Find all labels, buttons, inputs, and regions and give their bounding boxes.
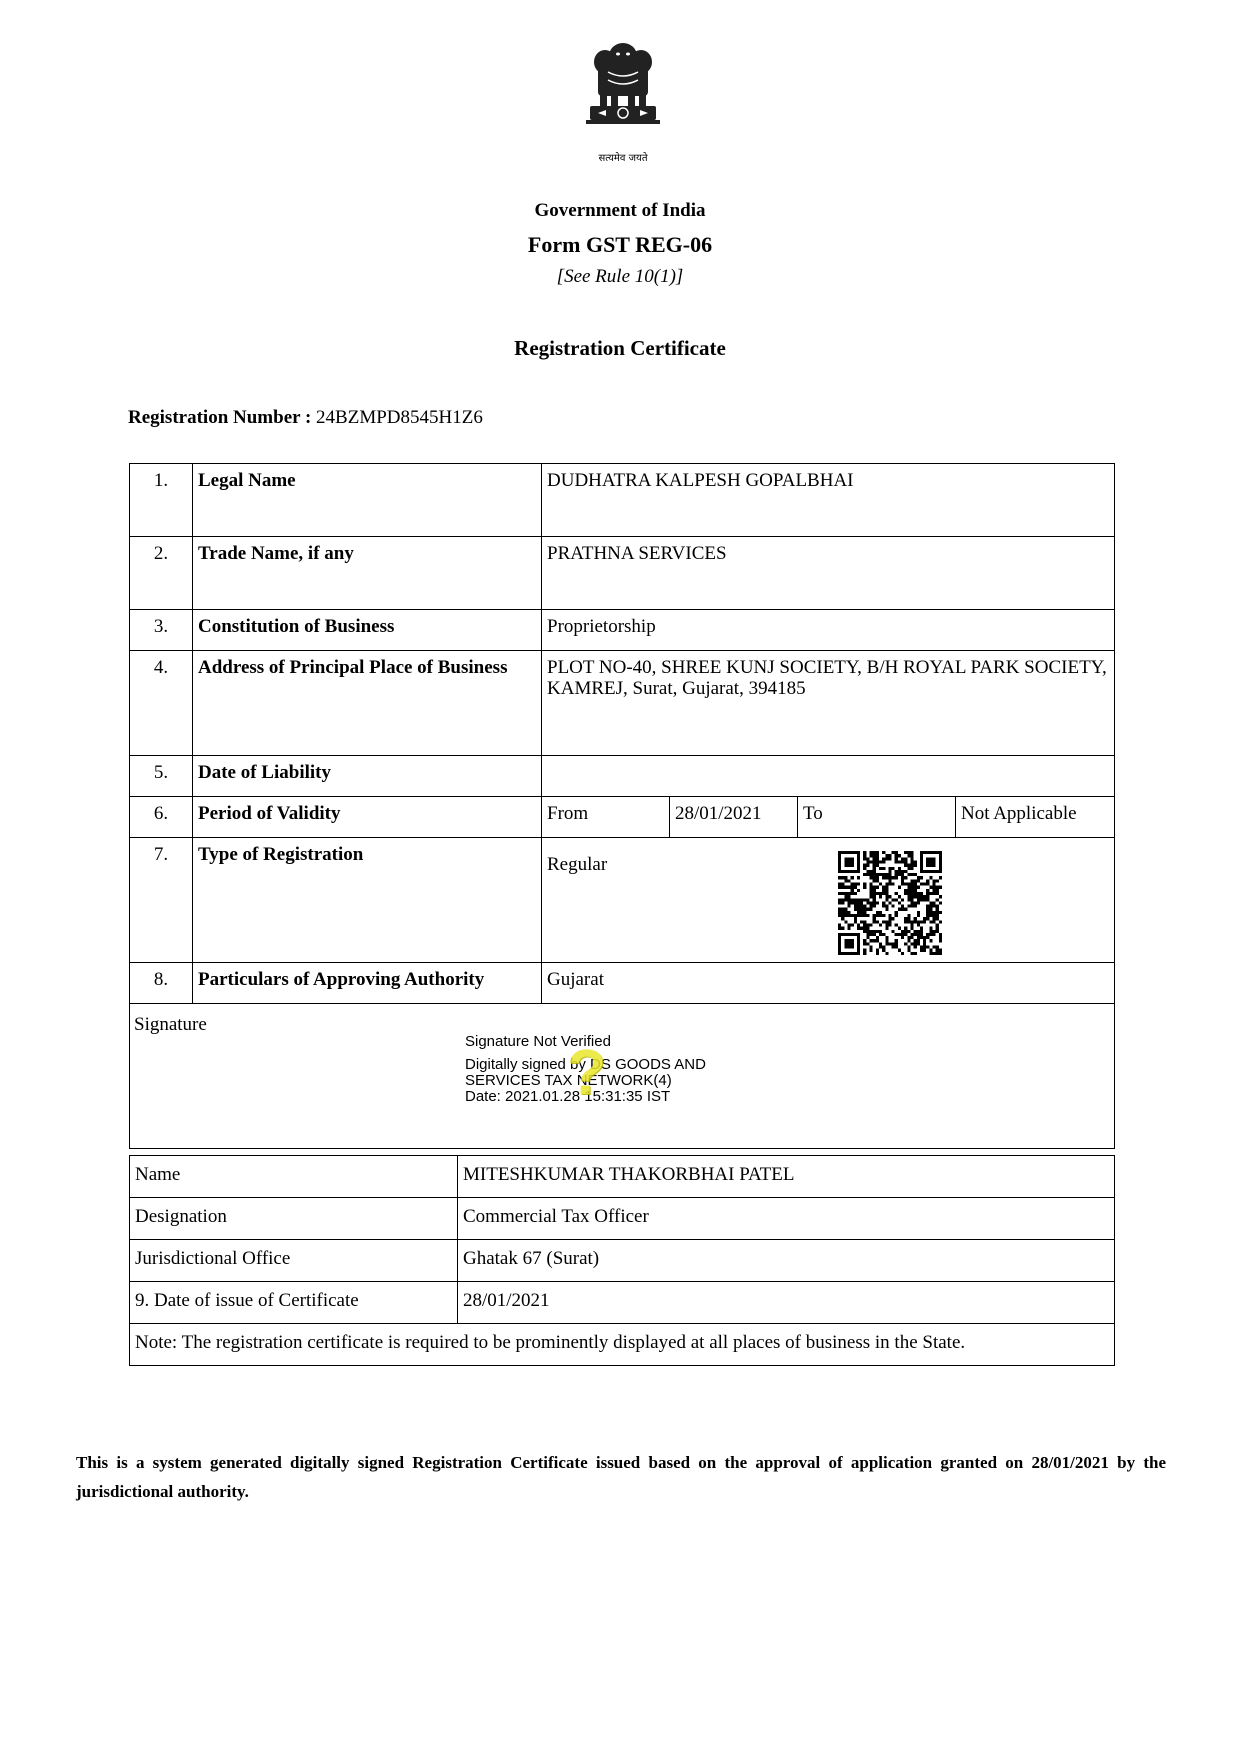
certificate-title: Registration Certificate <box>514 336 726 360</box>
government-title: Government of India <box>534 200 706 221</box>
signature-date: Date: 2021.01.28 15:31:35 IST <box>465 1088 671 1105</box>
table-row <box>130 1156 1115 1198</box>
table-row <box>130 610 1115 651</box>
designation-value: Commercial Tax Officer <box>458 1198 1115 1240</box>
registration-type-value: Regular <box>542 838 1115 963</box>
issue-date-label: 9. Date of issue of Certificate <box>130 1282 458 1324</box>
officer-name-value: MITESHKUMAR THAKORBHAI PATEL <box>458 1156 1115 1198</box>
row-label: Particulars of Approving Authority <box>193 963 542 1004</box>
form-title: Form GST REG-06 <box>527 232 713 257</box>
row-label: Trade Name, if any <box>193 537 542 610</box>
row-label: Period of Validity <box>193 797 542 838</box>
office-label: Jurisdictional Office <box>130 1240 458 1282</box>
table-row <box>130 1282 1115 1324</box>
table-row <box>130 1198 1115 1240</box>
validity-to-value: Not Applicable <box>956 797 1115 838</box>
issue-date-value: 28/01/2021 <box>458 1282 1115 1324</box>
row-label: Constitution of Business <box>193 610 542 651</box>
footer-note: This is a system generated digitally signed Registration Certificate issued based on the approval of application granted on 28/01/2021 by the jurisdictional authority. <box>76 1453 1166 1501</box>
authority-value: Gujarat <box>542 963 1115 1004</box>
signature-label: Signature <box>134 1014 207 1035</box>
officer-table <box>129 1155 1115 1366</box>
row-label: Type of Registration <box>193 838 542 963</box>
constitution-value: Proprietorship <box>542 610 1115 651</box>
display-note: Note: The registration certificate is required to be prominently displayed at all places of business in the State. <box>130 1324 1115 1366</box>
registration-number-value: 24BZMPD8545H1Z6 <box>316 407 483 428</box>
row-number: 3. <box>130 610 193 651</box>
registration-number-line <box>128 407 483 429</box>
signature-status: Signature Not Verified <box>465 1033 611 1050</box>
table-row <box>130 838 1115 963</box>
validity-from-label: From <box>542 797 670 838</box>
row-number: 2. <box>130 537 193 610</box>
row-number: 6. <box>130 797 193 838</box>
table-row <box>130 464 1115 537</box>
table-row <box>130 1324 1115 1366</box>
rule-reference: [See Rule 10(1)] <box>556 266 684 287</box>
officer-name-label: Name <box>130 1156 458 1198</box>
table-row <box>130 963 1115 1004</box>
row-label: Legal Name <box>193 464 542 537</box>
signature-line: Digitally signed by DS GOODS AND <box>465 1056 706 1073</box>
emblem-motto: सत्यमेव जयते <box>598 153 648 164</box>
office-value: Ghatak 67 (Surat) <box>458 1240 1115 1282</box>
registration-number-label: Registration Number : <box>128 407 312 428</box>
table-row <box>130 651 1115 756</box>
trade-name-value: PRATHNA SERVICES <box>542 537 1115 610</box>
validity-to-label: To <box>798 797 956 838</box>
row-number: 4. <box>130 651 193 756</box>
row-label: Address of Principal Place of Business <box>193 651 542 756</box>
signature-line: SERVICES TAX NETWORK(4) <box>465 1072 672 1089</box>
national-emblem-icon <box>578 38 668 138</box>
liability-value <box>542 756 1115 797</box>
qr-code-icon <box>838 851 942 955</box>
row-label: Date of Liability <box>193 756 542 797</box>
row-number: 5. <box>130 756 193 797</box>
row-number: 7. <box>130 838 193 963</box>
row-number: 1. <box>130 464 193 537</box>
designation-label: Designation <box>130 1198 458 1240</box>
table-row <box>130 797 1115 838</box>
row-number: 8. <box>130 963 193 1004</box>
legal-name-value: DUDHATRA KALPESH GOPALBHAI <box>542 464 1115 537</box>
signature-unverified-icon: ? <box>567 1036 607 1108</box>
validity-from-value: 28/01/2021 <box>670 797 798 838</box>
table-row <box>130 1240 1115 1282</box>
address-value: PLOT NO-40, SHREE KUNJ SOCIETY, B/H ROYAL PARK SOCIETY, KAMREJ, Surat, Gujarat, 394185 <box>542 651 1115 756</box>
table-row <box>130 537 1115 610</box>
table-row <box>130 756 1115 797</box>
